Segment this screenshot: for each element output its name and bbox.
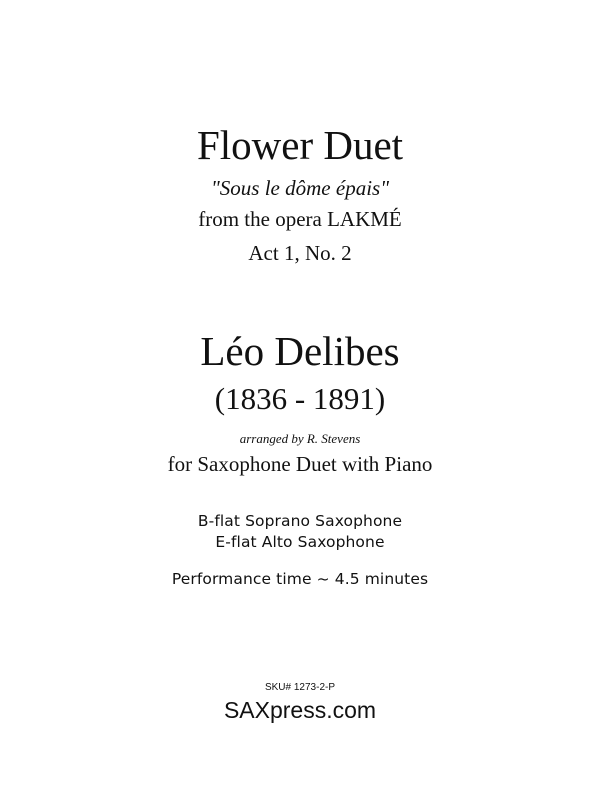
opera-source: from the opera LAKMÉ xyxy=(198,207,402,231)
arranger-credit: arranged by R. Stevens xyxy=(239,431,361,446)
performance-time: Performance time ~ 4.5 minutes xyxy=(171,570,429,588)
composer-years: (1836 - 1891) xyxy=(214,381,386,416)
instrument-alto: E-flat Alto Saxophone xyxy=(215,533,385,551)
scoring-description: for Saxophone Duet with Piano xyxy=(167,452,433,476)
composer-name: Léo Delibes xyxy=(200,328,400,374)
piece-subtitle: "Sous le dôme épais" xyxy=(210,176,390,200)
instrument-soprano: B-flat Soprano Saxophone xyxy=(197,512,403,530)
piece-title: Flower Duet xyxy=(196,122,404,168)
act-number: Act 1, No. 2 xyxy=(248,241,352,265)
sku-label: SKU# 1273-2-P xyxy=(264,682,336,693)
publisher-website: SAXpress.com xyxy=(223,697,377,723)
